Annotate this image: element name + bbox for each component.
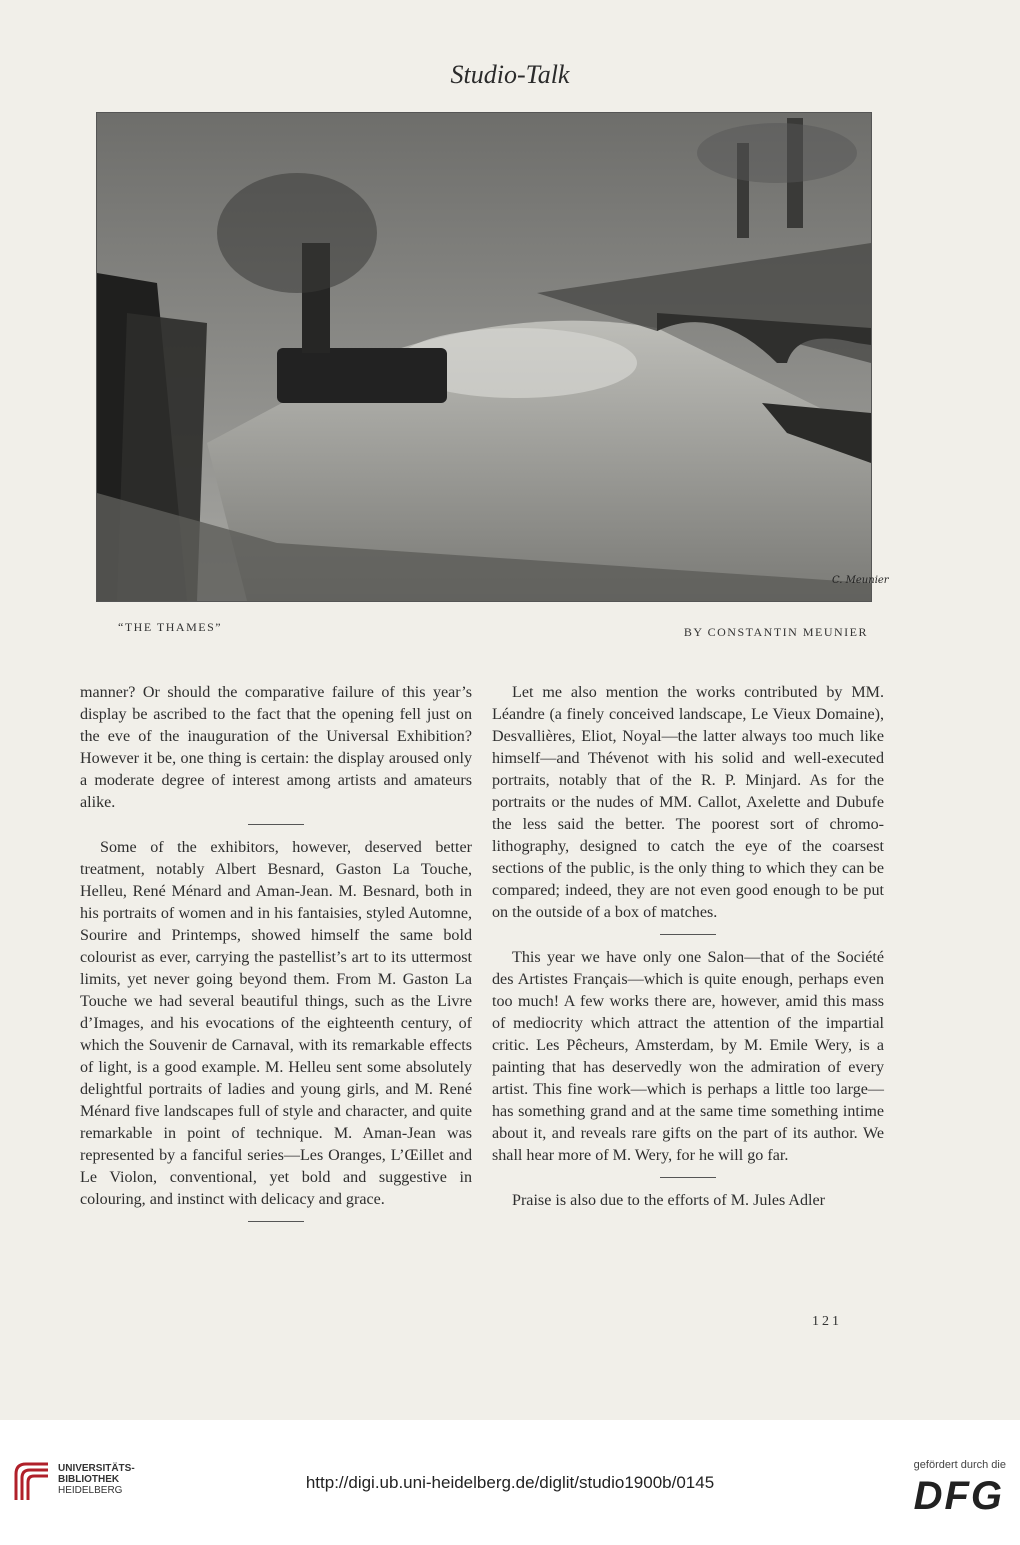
illustration-the-thames [96,112,889,602]
right-paragraph-2: This year we have only one Salon—that of the Société des Artistes Français—which is quite enough, perhaps even too much! A few works there are, however, amid this mass of mediocrity which attract the attention of the impartial critic. Les Pêcheurs, Amsterdam, by M. Emile Wery, is a painting that has deservedly won the admiration of every artist. This fine work—which is perhaps a little too large—has something grand and at the same time something intime about it, and reveals rare gifts on the part of its author. We shall hear more of M. Wery, for he will go far. [492,949,884,1164]
left-paragraph-1: manner? Or should the comparative failure of this year’s display be ascribed to the fact that the opening fell just on the eve of the inauguration of the Universal Exhibition? However it be, one thing is certain: the display aroused only a moderate degree of interest among artists and amateurs alike. [80,684,472,811]
right-paragraph-3: Praise is also due to the efforts of M. Jules Adler [512,1192,826,1209]
right-paragraph-1: Let me also mention the works contributed by MM. Léandre (a finely conceived landscape, Le Vieux Domaine), Desvallières, Eliot, Noyal—the latter always too much like himself—and Thévenot with his solid and well-executed portraits, notably that of the R. P. Minjard. As for the portraits or the nudes of MM. Callot, Axelette and Dubufe the less said the better. The poorest sort of chromo-lithography, designed to catch the eye of the coarsest sections of the public, is the only thing to which they can be compared; indeed, they are not even good enough to be put on the outside of a box of matches. [492,684,884,921]
section-rule [660,1177,716,1178]
funder-label: gefördert durch die [913,1459,1006,1471]
artist-signature: C. Meunier [832,575,889,586]
page-number: 121 [812,1314,842,1329]
section-rule [248,1221,304,1222]
left-column [80,682,472,1234]
right-column [492,682,884,1212]
left-paragraph-2: Some of the exhibitors, however, deserved better treatment, notably Albert Besnard, Gaston La Touche, Helleu, René Ménard and Aman-Jean. M. Besnard, both in his portraits of women and in his fantaisies, styled Automne, Sourire and Printemps, showed himself the same bold colourist as ever, carrying the pastellist’s art to its uttermost limits, yet never going beyond them. From M. Gaston La Touche we had several beautiful things, such as the Livre d’Images, and his evocations of the eighteenth century, of which the Souvenir de Carnaval, with its remarkable effects of light, is a good example. M. Helleu sent some absolutely delightful portraits of ladies and young girls, and M. René Ménard five landscapes full of style and character, and quite remarkable in point of technique. M. Aman-Jean was represented by a fanciful series—Les Oranges, L’Œillet and Le Violon, conventional, yet bold and suggestive in colouring, and instinct with delicacy and grace. [80,839,472,1208]
library-name-line2: BIBLIOTHEK [58,1474,120,1485]
plate-title-caption: “THE THAMES” [118,620,223,634]
section-rule [248,824,304,825]
permalink-url[interactable]: http://digi.ub.uni-heidelberg.de/diglit/studio1900b/0145 [305,1473,715,1492]
section-rule [660,934,716,935]
running-head: Studio-Talk [450,60,570,89]
dfg-logo: DFG [913,1474,1004,1518]
library-name-line1: UNIVERSITÄTS- [58,1463,135,1474]
plate-artist-caption: BY CONSTANTIN MEUNIER [683,625,868,639]
library-name-line3: HEIDELBERG [58,1485,123,1496]
